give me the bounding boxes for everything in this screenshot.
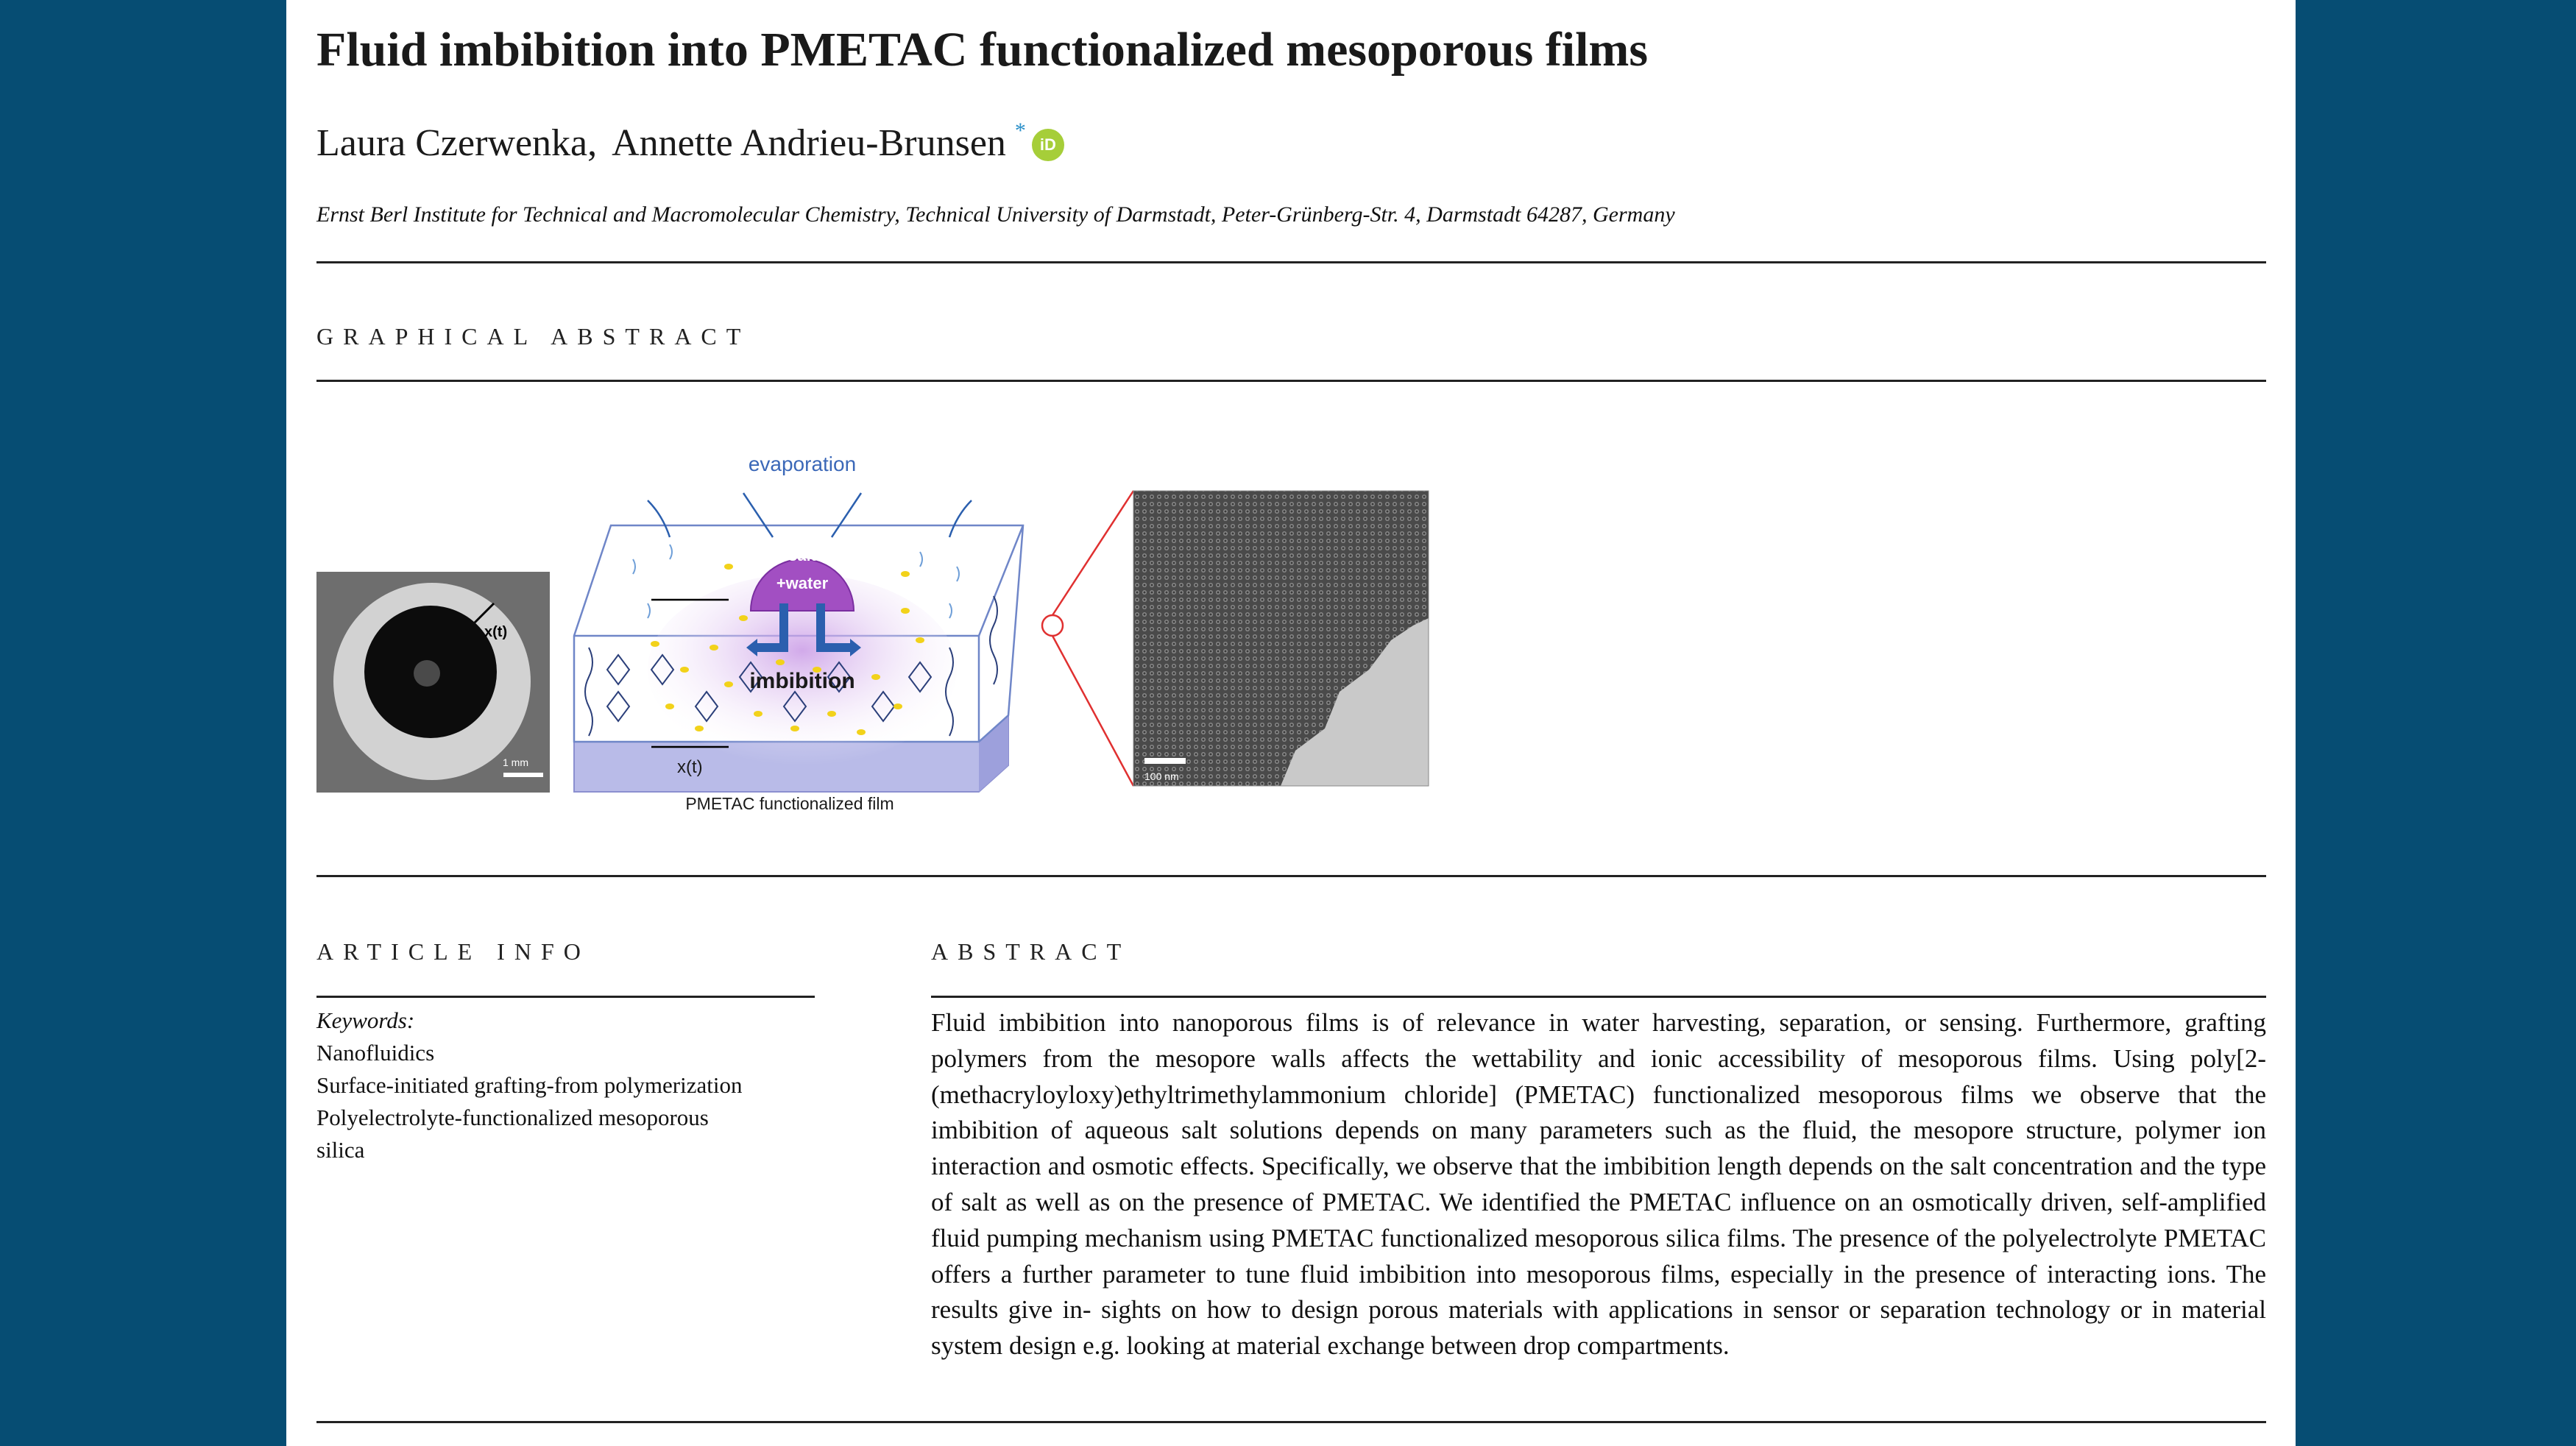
drop-label-water: +water (776, 574, 829, 592)
scale-bar-label: 100 nm (1144, 770, 1179, 782)
divider (316, 261, 2266, 263)
abstract-line: Using poly[2-(methacryloyloxy)ethyltrimethylammonium chloride] (PMETAC) functionalized mesoporous films (931, 1043, 2266, 1109)
abstract-heading: ABSTRACT (931, 938, 1131, 965)
scale-bar-label: 1 mm (503, 756, 528, 768)
abstract-line: functionalized mesoporous silica films. The presence of the polyelectrolyte PMETAC offers a further parameter to (931, 1223, 2266, 1289)
imbibition-label: imbibition (749, 669, 855, 693)
tem-image (1133, 491, 1429, 786)
abstract-line: the PMETAC influence on an osmotically driven, self-amplified fluid pumping mechanism using PMETAC (931, 1187, 2267, 1252)
corresponding-author-mark[interactable]: * (1014, 118, 1026, 143)
author-separator: , (587, 122, 598, 164)
keywords-section (316, 1004, 802, 1166)
xt-arrow-label: x(t) (677, 757, 703, 777)
zoom-line (1052, 636, 1133, 786)
scale-bar (503, 773, 543, 777)
author-name[interactable]: Annette Andrieu-Brunsen (612, 122, 1006, 164)
abstract-line: system design e.g. looking at material exchange between drop compartments. (931, 1331, 1730, 1361)
graphical-abstract-figure (316, 449, 1479, 817)
article-info-heading: ARTICLE INFO (316, 938, 590, 965)
abstract-line: mesopore structure, polymer ion interaction and osmotic effects. Specifically, we observe that the imbibition (931, 1116, 2266, 1181)
zoom-line (1052, 491, 1133, 615)
film-caption: PMETAC functionalized film (685, 794, 894, 813)
keyword: silica (316, 1137, 365, 1163)
divider (316, 875, 2266, 877)
abstract-line: grafting polymers from the mesopore walls affects the wettability and ionic accessibility of mesoporous films. (931, 1008, 2266, 1073)
author-list (316, 118, 1064, 165)
keyword: Surface-initiated grafting-from polymerization (316, 1072, 743, 1098)
scale-bar (1144, 758, 1186, 764)
divider (316, 380, 2266, 382)
film-diagram (574, 453, 1063, 813)
abstract-line: length depends on the salt concentration and the type of salt as well as on the presence of PMETAC. We identified (931, 1152, 2266, 1216)
evaporation-label: evaporation (748, 453, 857, 475)
graphical-abstract-heading: GRAPHICAL ABSTRACT (316, 323, 751, 350)
abstract-line: Fluid imbibition into nanoporous films is of relevance in water harvesting, separation, or sensing. Furthermore, (931, 1008, 2185, 1037)
abstract-body (931, 1005, 2266, 1364)
imbibition-photo (316, 572, 550, 793)
divider (316, 996, 815, 998)
abstract-line: we observe that the imbibition of aqueous salt solutions depends on many parameters such as the fluid, the (931, 1080, 2266, 1145)
xt-label: x(t) (484, 624, 508, 640)
keyword: Polyelectrolyte-functionalized mesoporous (316, 1105, 709, 1130)
affiliation: Ernst Berl Institute for Technical and Macromolecular Chemistry, Technical University of Darmstadt, Peter-Grünberg-Str. 4, Darmstadt 64287, Germany (316, 202, 1675, 227)
orcid-icon[interactable]: iD (1032, 129, 1064, 161)
abstract-line: sights on how to design porous materials with applications in sensor or separation technology or in material (1101, 1295, 2266, 1325)
divider (316, 1421, 2266, 1423)
abstract-line: tune fluid imbibition into mesoporous films, especially in the presence of interacting ions. The results give in- (931, 1259, 2266, 1325)
keywords-label: Keywords: (316, 1007, 415, 1033)
author-name[interactable]: Laura Czerwenka (316, 122, 588, 164)
paper-page (286, 0, 2296, 1446)
divider (931, 996, 2266, 998)
keyword: Nanofluidics (316, 1040, 435, 1066)
paper-title: Fluid imbibition into PMETAC functionalized mesoporous films (316, 23, 1649, 77)
drop-label-salt: salt (788, 546, 816, 564)
